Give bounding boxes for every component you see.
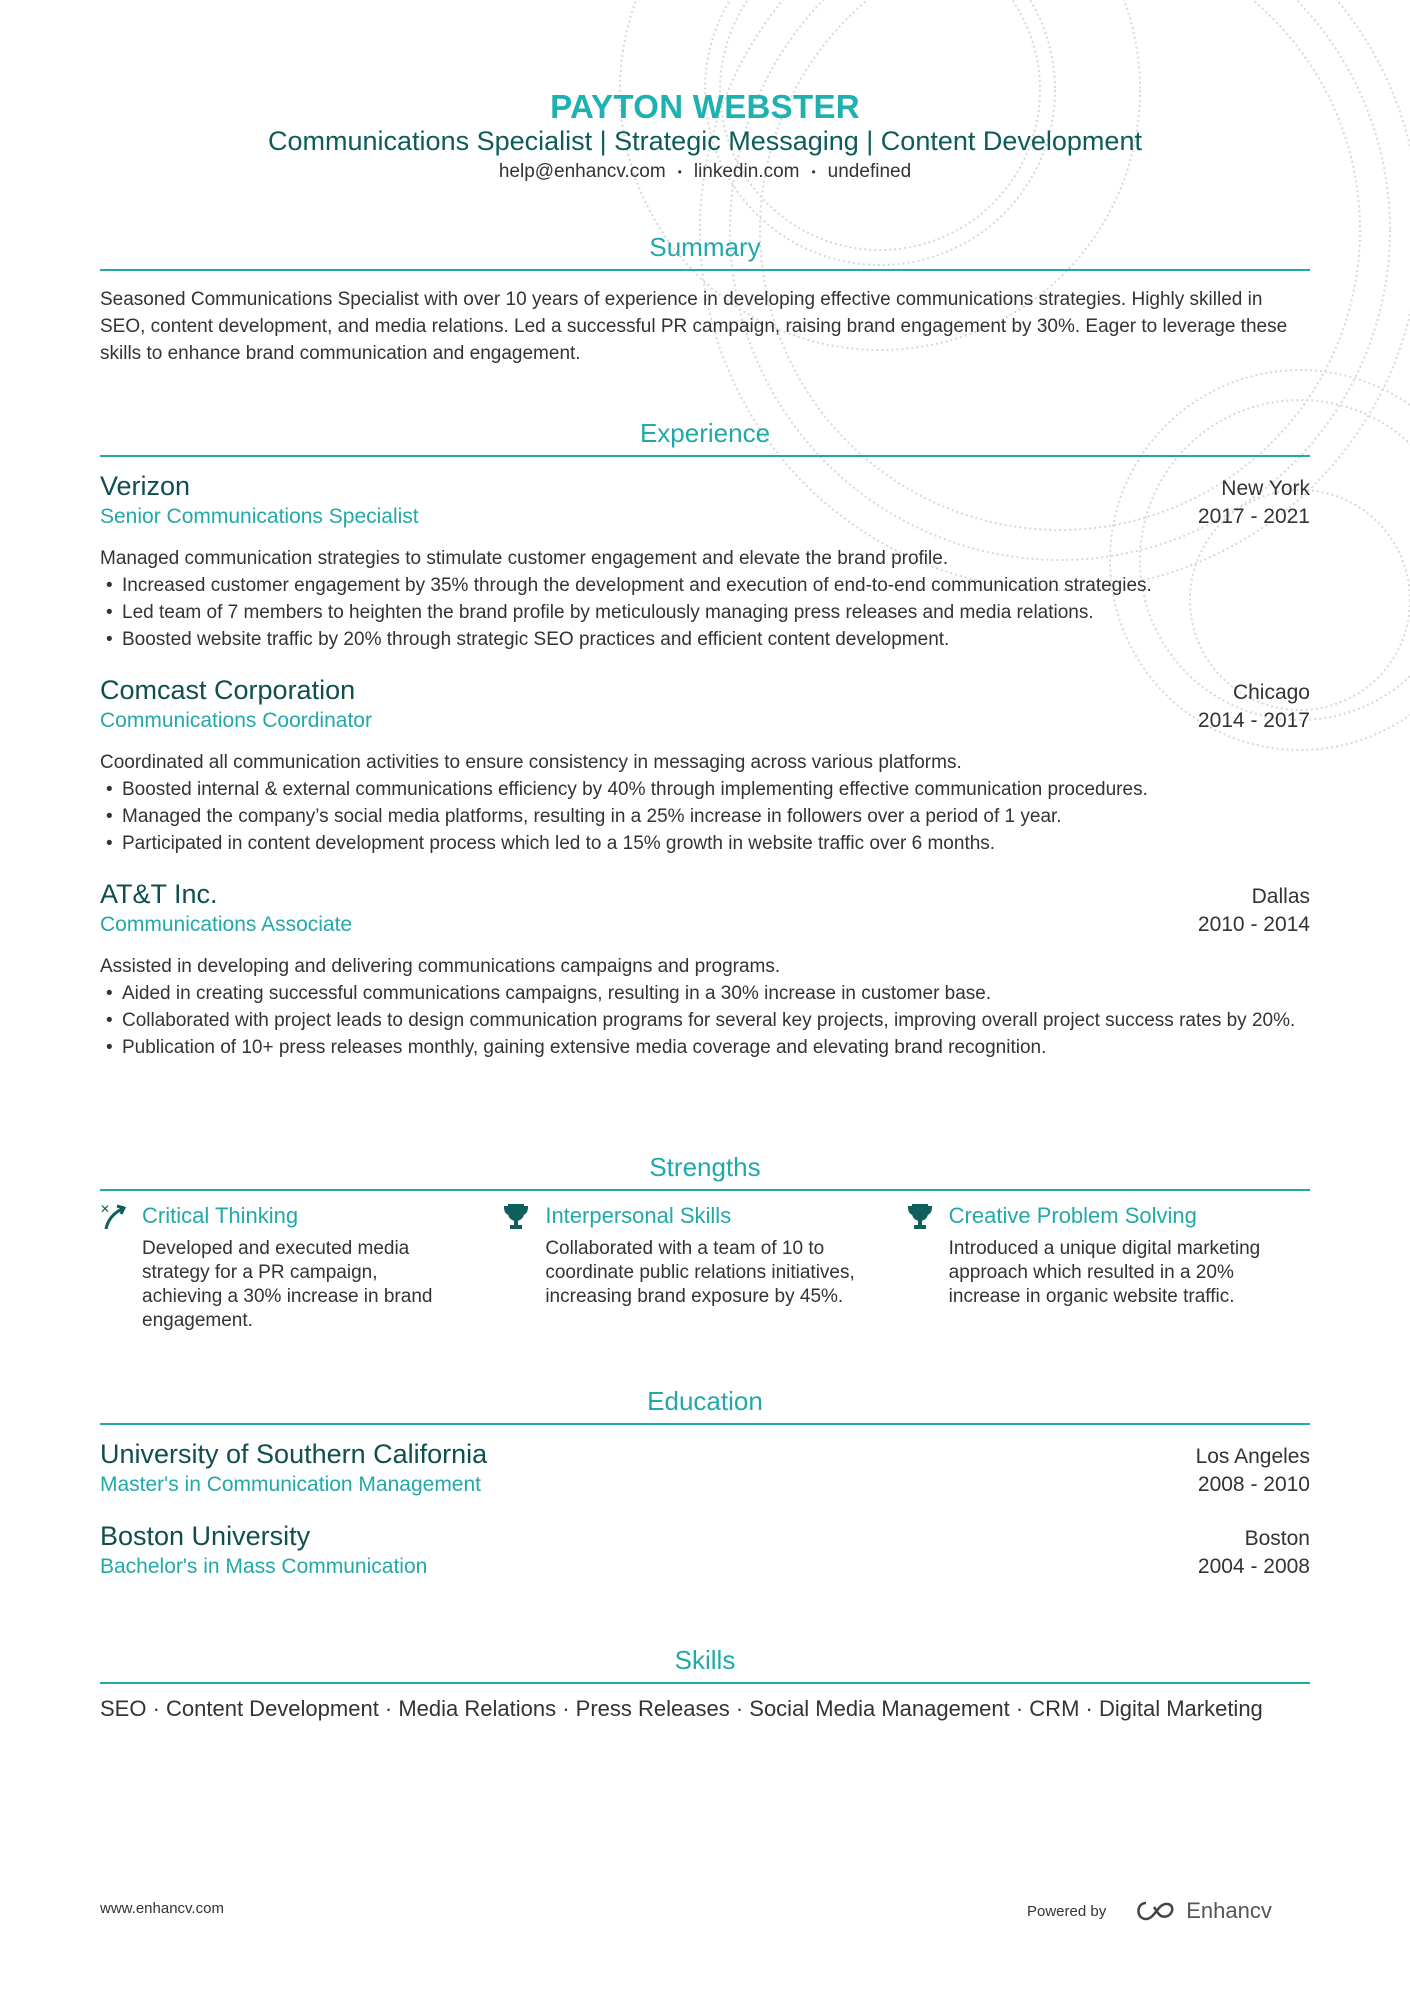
school-name: University of Southern California bbox=[100, 1439, 488, 1469]
job-entry bbox=[100, 879, 1310, 1061]
strength-text: Collaborated with a team of 10 to coordinate public relations initiatives, increasing brand exposure by 45%. bbox=[545, 1238, 855, 1307]
candidate-name: PAYTON WEBSTER bbox=[550, 88, 860, 125]
company-name: AT&T Inc. bbox=[100, 879, 218, 909]
job-bullet: • Increased customer engagement by 35% through the development and execution of end-to-end communication strategies. bbox=[100, 572, 1310, 599]
enhancv-logo-icon bbox=[1132, 1899, 1178, 1923]
education-section bbox=[100, 1386, 1310, 1603]
powered-by-label: Powered by bbox=[1027, 1902, 1107, 1920]
contact-info bbox=[100, 161, 1310, 183]
school-name: Boston University bbox=[100, 1521, 311, 1551]
job-description: Assisted in developing and delivering communications campaigns and programs. bbox=[100, 956, 781, 977]
linkedin-link[interactable]: linkedin.com bbox=[693, 161, 800, 182]
strength-item bbox=[503, 1203, 906, 1333]
education-dates: 2004 - 2008 bbox=[1197, 1555, 1310, 1578]
separator: • bbox=[677, 164, 682, 179]
education-dates: 2008 - 2010 bbox=[1197, 1473, 1310, 1496]
skills-list: SEO · Content Development · Media Relations · Press Releases · Social Media Management · CRM · Digital Marketing bbox=[100, 1696, 1263, 1721]
strength-title: Creative Problem Solving bbox=[948, 1203, 1197, 1228]
trophy-icon bbox=[503, 1203, 545, 1333]
job-location: Chicago bbox=[1232, 681, 1310, 704]
strength-item bbox=[907, 1203, 1310, 1333]
candidate-title: Communications Specialist | Strategic Messaging | Content Development bbox=[268, 126, 1142, 156]
job-bullet: • Managed the company’s social media platforms, resulting in a 25% increase in followers over a period of 1 year. bbox=[100, 803, 1310, 830]
job-entry bbox=[100, 471, 1310, 653]
job-bullet: • Collaborated with project leads to design communication programs for several key projects, improving overall project success rates by 20%. bbox=[100, 1007, 1310, 1034]
company-name: Comcast Corporation bbox=[100, 675, 356, 705]
degree: Bachelor's in Mass Communication bbox=[100, 1555, 428, 1578]
strategy-icon bbox=[100, 1203, 142, 1333]
job-description: Coordinated all communication activities to ensure consistency in messaging across various platforms. bbox=[100, 752, 962, 773]
job-description: Managed communication strategies to stimulate customer engagement and elevate the brand profile. bbox=[100, 548, 949, 569]
job-bullet: • Led team of 7 members to heighten the brand profile by meticulously managing press releases and media relations. bbox=[100, 599, 1310, 626]
job-location: New York bbox=[1221, 477, 1310, 500]
education-item bbox=[100, 1521, 1310, 1579]
job-location: Dallas bbox=[1251, 885, 1310, 908]
experience-section bbox=[100, 418, 1310, 1083]
job-bullet: • Participated in content development process which led to a 15% growth in website traffic over 6 months. bbox=[100, 830, 1310, 857]
summary-text: Seasoned Communications Specialist with over 10 years of experience in developing effective communications strategies. Highly skilled in SEO, content development, and media relations. Led a successful PR campaign, raising brand engagement by 30%. Eager to leverage these skills to enhance brand communication and engagement. bbox=[100, 289, 1288, 364]
degree: Master's in Communication Management bbox=[100, 1473, 482, 1496]
strength-item bbox=[100, 1203, 503, 1333]
strengths-section bbox=[100, 1152, 1310, 1333]
job-role: Communications Associate bbox=[100, 913, 353, 936]
job-dates: 2017 - 2021 bbox=[1197, 505, 1310, 528]
section-title: Skills bbox=[100, 1645, 1310, 1684]
job-entry bbox=[100, 675, 1310, 857]
job-bullet: • Boosted website traffic by 20% through strategic SEO practices and efficient content development. bbox=[100, 626, 1310, 653]
email-link[interactable]: help@enhancv.com bbox=[498, 161, 666, 182]
powered-by bbox=[1027, 1898, 1272, 1924]
education-item bbox=[100, 1439, 1310, 1497]
enhancv-brand: Enhancv bbox=[1186, 1898, 1272, 1923]
job-bullet: • Boosted internal & external communications efficiency by 40% through implementing effective communication procedures. bbox=[100, 776, 1310, 803]
summary-section bbox=[100, 232, 1310, 367]
company-name: Verizon bbox=[100, 471, 191, 501]
job-bullet: • Publication of 10+ press releases monthly, gaining extensive media coverage and elevating brand recognition. bbox=[100, 1034, 1310, 1061]
skills-section bbox=[100, 1645, 1310, 1722]
separator: • bbox=[811, 164, 816, 179]
job-dates: 2014 - 2017 bbox=[1197, 709, 1310, 732]
strength-text: Introduced a unique digital marketing approach which resulted in a 20% increase in organic website traffic. bbox=[948, 1238, 1261, 1307]
job-role: Senior Communications Specialist bbox=[100, 505, 419, 528]
strength-title: Critical Thinking bbox=[142, 1203, 299, 1228]
section-title: Summary bbox=[100, 232, 1310, 271]
footer-website[interactable]: www.enhancv.com bbox=[100, 1900, 224, 1917]
section-title: Education bbox=[100, 1386, 1310, 1425]
svg-text:✕: ✕ bbox=[100, 1203, 111, 1216]
trophy-icon bbox=[907, 1203, 949, 1333]
other-contact: undefined bbox=[827, 161, 912, 182]
job-role: Communications Coordinator bbox=[100, 709, 372, 732]
job-dates: 2010 - 2014 bbox=[1197, 913, 1310, 936]
section-title: Strengths bbox=[100, 1152, 1310, 1191]
strength-title: Interpersonal Skills bbox=[545, 1203, 732, 1228]
school-location: Los Angeles bbox=[1195, 1445, 1310, 1468]
job-bullet: • Aided in creating successful communications campaigns, resulting in a 30% increase in customer base. bbox=[100, 980, 1310, 1007]
school-location: Boston bbox=[1244, 1527, 1310, 1550]
strength-text: Developed and executed media strategy for a PR campaign, achieving a 30% increase in brand engagement. bbox=[142, 1238, 433, 1331]
section-title: Experience bbox=[100, 418, 1310, 457]
